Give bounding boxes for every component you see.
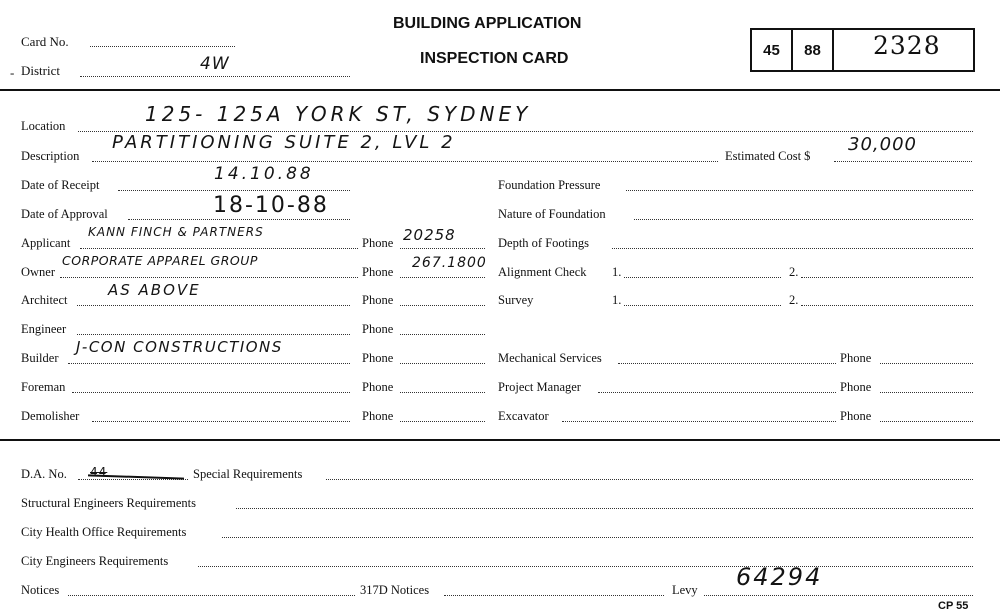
foundation-pressure-label: Foundation Pressure	[498, 178, 601, 192]
demolisher-phone-line[interactable]	[400, 421, 485, 422]
description-value: PARTITIONING SUITE 2, LVL 2	[112, 132, 456, 153]
depth-footings-line[interactable]	[612, 248, 973, 249]
project-manager-line[interactable]	[598, 392, 836, 393]
owner-value: CORPORATE APPAREL GROUP	[62, 253, 258, 268]
form-title-line2: INSPECTION CARD	[420, 50, 569, 67]
alignment-num2: 2.	[789, 265, 799, 279]
date-receipt-value: 14.10.88	[214, 164, 314, 184]
owner-phone-value: 267.1800	[412, 255, 487, 271]
project-manager-phone-line[interactable]	[880, 392, 973, 393]
applicant-phone-value: 20258	[403, 226, 456, 244]
box-year-value: 45	[763, 41, 780, 59]
structural-line[interactable]	[236, 508, 973, 509]
foreman-label: Foreman	[21, 380, 66, 394]
mechanical-line[interactable]	[618, 363, 836, 364]
district-line[interactable]	[80, 76, 350, 77]
mechanical-label: Mechanical Services	[498, 351, 602, 365]
alignment-check-label: Alignment Check	[498, 265, 587, 279]
architect-label: Architect	[21, 293, 68, 307]
builder-line[interactable]	[68, 363, 350, 364]
builder-label: Builder	[21, 351, 59, 365]
levy-line[interactable]	[704, 595, 973, 596]
box-month-value: 88	[804, 41, 821, 59]
engineer-line[interactable]	[77, 334, 350, 335]
date-receipt-label: Date of Receipt	[21, 178, 100, 192]
date-receipt-line[interactable]	[118, 190, 350, 191]
card-no-label: Card No.	[21, 34, 69, 49]
engineer-phone-label: Phone	[362, 322, 394, 336]
card-no-line[interactable]	[90, 46, 235, 47]
box-month	[791, 28, 834, 72]
form-title-line1: BUILDING APPLICATION	[393, 15, 582, 32]
architect-value: AS ABOVE	[108, 281, 201, 299]
nature-foundation-line[interactable]	[634, 219, 973, 220]
survey-num2: 2.	[789, 293, 799, 307]
alignment-check-line2[interactable]	[801, 277, 973, 278]
district-label: District	[21, 63, 60, 78]
foreman-phone-label: Phone	[362, 380, 394, 394]
estimated-cost-value: 30,000	[848, 134, 917, 155]
date-approval-value: 18-10-88	[213, 193, 329, 218]
structural-label: Structural Engineers Requirements	[21, 496, 196, 510]
city-engineers-line[interactable]	[198, 566, 973, 567]
date-approval-line[interactable]	[128, 219, 350, 220]
engineer-label: Engineer	[21, 322, 67, 336]
architect-phone-label: Phone	[362, 293, 394, 307]
builder-phone-label: Phone	[362, 351, 394, 365]
owner-phone-line[interactable]	[400, 277, 485, 278]
city-engineers-label: City Engineers Requirements	[21, 554, 169, 568]
district-value: 4W	[200, 54, 230, 74]
district-marker: -	[10, 65, 15, 80]
demolisher-phone-label: Phone	[362, 409, 394, 423]
survey-label: Survey	[498, 293, 534, 307]
owner-phone-label: Phone	[362, 265, 394, 279]
notices-317d-label: 317D Notices	[360, 583, 430, 597]
location-label: Location	[21, 119, 66, 133]
alignment-num1: 1.	[612, 265, 622, 279]
location-value: 125- 125A YORK ST, SYDNEY	[145, 102, 532, 126]
section-rule	[0, 439, 1000, 441]
survey-line1[interactable]	[624, 305, 781, 306]
builder-phone-line[interactable]	[400, 363, 485, 364]
excavator-phone-line[interactable]	[880, 421, 973, 422]
mechanical-phone-label: Phone	[840, 351, 872, 365]
applicant-label: Applicant	[21, 236, 71, 250]
notices-line[interactable]	[68, 595, 355, 596]
special-requirements-line[interactable]	[326, 479, 973, 480]
description-label: Description	[21, 149, 80, 163]
levy-label: Levy	[672, 583, 698, 597]
levy-value: 64294	[736, 563, 823, 591]
architect-line[interactable]	[77, 305, 350, 306]
project-manager-label: Project Manager	[498, 380, 581, 394]
applicant-phone-label: Phone	[362, 236, 394, 250]
notices-317d-line[interactable]	[444, 595, 664, 596]
excavator-line[interactable]	[562, 421, 836, 422]
notices-label: Notices	[21, 583, 60, 597]
header-rule	[0, 89, 1000, 91]
estimated-cost-line[interactable]	[834, 161, 972, 162]
foreman-phone-line[interactable]	[400, 392, 485, 393]
owner-label: Owner	[21, 265, 56, 279]
foreman-line[interactable]	[72, 392, 350, 393]
owner-line[interactable]	[60, 277, 358, 278]
survey-num1: 1.	[612, 293, 622, 307]
architect-phone-line[interactable]	[400, 305, 485, 306]
box-year	[750, 28, 793, 72]
applicant-line[interactable]	[80, 248, 358, 249]
mechanical-phone-line[interactable]	[880, 363, 973, 364]
excavator-label: Excavator	[498, 409, 549, 423]
applicant-value: KANN FINCH & PARTNERS	[88, 225, 264, 239]
builder-value: J-CON CONSTRUCTIONS	[76, 338, 283, 356]
da-no-label: D.A. No.	[21, 467, 67, 481]
survey-line2[interactable]	[801, 305, 973, 306]
estimated-cost-label: Estimated Cost $	[725, 149, 811, 163]
demolisher-label: Demolisher	[21, 409, 80, 423]
foundation-pressure-line[interactable]	[626, 190, 973, 191]
da-no-value: 44	[90, 465, 108, 479]
applicant-phone-line[interactable]	[400, 248, 485, 249]
nature-foundation-label: Nature of Foundation	[498, 207, 606, 221]
description-line[interactable]	[92, 161, 718, 162]
engineer-phone-line[interactable]	[400, 334, 485, 335]
box-number: 2328	[873, 31, 941, 60]
date-approval-label: Date of Approval	[21, 207, 108, 221]
city-health-label: City Health Office Requirements	[21, 525, 187, 539]
special-requirements-label: Special Requirements	[193, 467, 303, 481]
excavator-phone-label: Phone	[840, 409, 872, 423]
alignment-check-line1[interactable]	[624, 277, 781, 278]
depth-footings-label: Depth of Footings	[498, 236, 589, 250]
demolisher-line[interactable]	[92, 421, 350, 422]
form-code: CP 55	[938, 600, 969, 612]
city-health-line[interactable]	[222, 537, 973, 538]
project-manager-phone-label: Phone	[840, 380, 872, 394]
